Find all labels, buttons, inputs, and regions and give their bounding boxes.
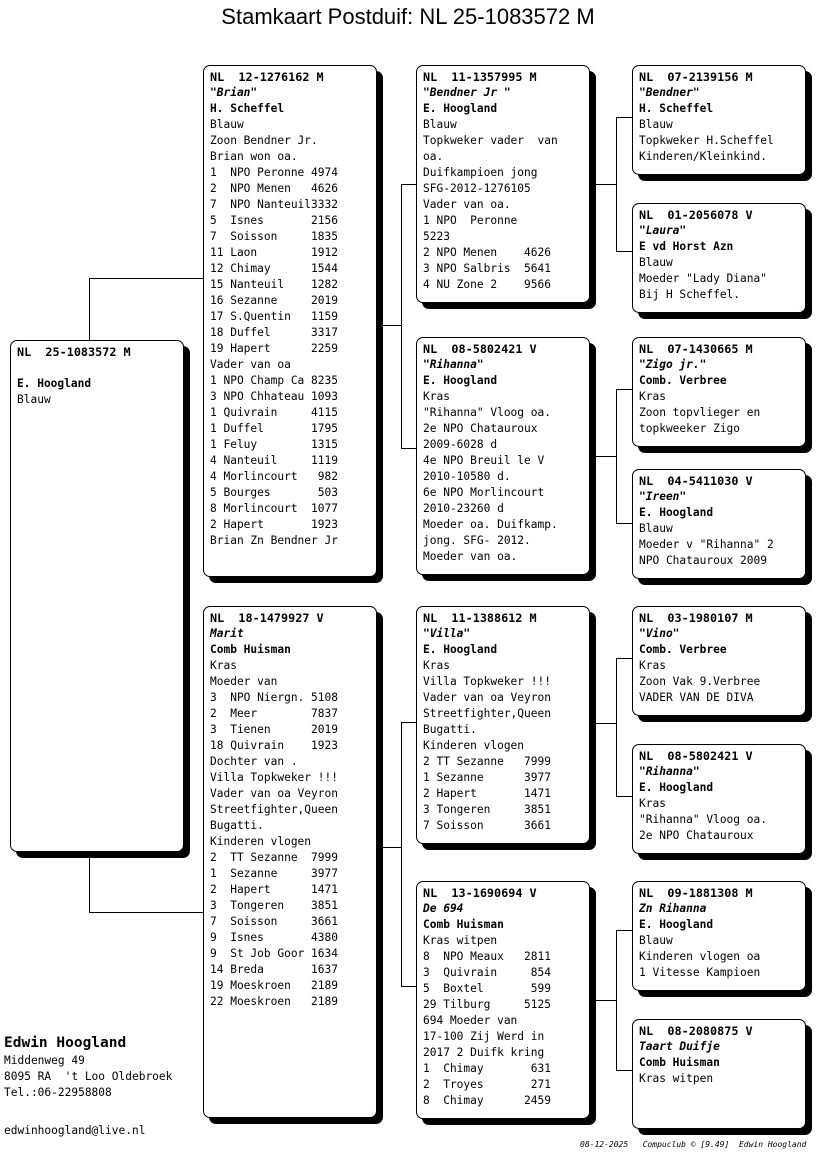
ring-number: NL 03-1980107 M: [639, 611, 753, 625]
pigeon-card-father-mother[interactable]: [416, 337, 590, 575]
info-line: 1 Duffel 1795: [210, 422, 338, 435]
pigeon-card-main[interactable]: [10, 340, 184, 852]
connector-line: [401, 722, 417, 723]
info-line: 3 Quivrain 854: [423, 966, 551, 979]
info-line: 2e NPO Chatauroux: [639, 829, 754, 842]
info-line: 1 Quivrain 4115: [210, 406, 338, 419]
info-line: 16 Sezanne 2019: [210, 294, 338, 307]
ring-number: NL 11-1357995 M: [423, 70, 537, 84]
info-line: Bugatti.: [423, 723, 477, 736]
owner-name: Comb Huisman: [639, 1056, 720, 1069]
breeder-phone: Tel.:06-22958808: [4, 1086, 112, 1099]
info-line: 15 Nanteuil 1282: [210, 278, 338, 291]
info-line: Moeder oa. Duifkamp.: [423, 518, 558, 531]
info-line: 1 Sezanne 3977: [423, 771, 551, 784]
info-line: jong. SFG- 2012.: [423, 534, 531, 547]
info-line: 9 Isnes 4380: [210, 931, 338, 944]
info-line: Villa Topkweker !!!: [423, 675, 551, 688]
info-line: "Rihanna" Vloog oa.: [639, 813, 767, 826]
ring-number: NL 07-1430665 M: [639, 342, 753, 356]
info-line: 694 Moeder van: [423, 1014, 518, 1027]
info-line: Vader van oa.: [423, 198, 511, 211]
pigeon-name: "Brian": [210, 86, 258, 99]
info-line: 8 Morlincourt 1077: [210, 502, 338, 515]
pigeon-name: De 694: [423, 902, 464, 915]
connector-line: [590, 1000, 616, 1001]
info-line: Kras: [639, 797, 666, 810]
connector-line: [616, 796, 633, 797]
connector-line: [401, 986, 417, 987]
info-line: Blauw: [17, 393, 51, 406]
info-line: oa.: [423, 150, 444, 163]
owner-name: E. Hoogland: [639, 918, 714, 931]
connector-line: [616, 117, 633, 118]
info-line: Bij H Scheffel.: [639, 288, 741, 301]
owner-name: Comb. Verbree: [639, 374, 727, 387]
info-line: Vader van oa Veyron: [423, 691, 551, 704]
info-line: 2 NPO Menen 4626: [423, 246, 551, 259]
connector-line: [89, 278, 90, 340]
info-line: 2010-23260 d: [423, 502, 504, 515]
owner-name: H. Scheffel: [210, 102, 285, 115]
info-line: Streetfighter,Queen: [210, 803, 338, 816]
info-line: 3 Tienen 2019: [210, 723, 338, 736]
pigeon-card-mother-father[interactable]: [416, 606, 590, 844]
owner-name: E. Hoogland: [423, 102, 498, 115]
info-line: 22 Moeskroen 2189: [210, 995, 338, 1008]
info-line: 2 Hapert 1471: [423, 787, 551, 800]
info-line: 1 NPO Champ Ca 8235: [210, 374, 338, 387]
info-line: 19 Moeskroen 2189: [210, 979, 338, 992]
info-line: 5 Boxtel 599: [423, 982, 551, 995]
connector-line: [590, 184, 616, 185]
info-line: 2e NPO Chatauroux: [423, 422, 538, 435]
footer-credits: 08-12-2025 Compuclub © [9.49] Edwin Hoogland: [580, 1140, 807, 1149]
ring-number: NL 12-1276162 M: [210, 70, 324, 84]
info-line: Bugatti.: [210, 819, 264, 832]
owner-name: E vd Horst Azn: [639, 240, 734, 253]
info-line: Zoon topvlieger en: [639, 406, 761, 419]
pigeon-name: Zn Rihanna: [639, 902, 707, 915]
breeder-address-street: Middenweg 49: [4, 1054, 85, 1067]
info-line: topkweeker Zigo: [639, 422, 741, 435]
info-line: Kinderen/Kleinkind.: [639, 150, 767, 163]
connector-line: [616, 658, 617, 796]
info-line: 5 Bourges 503: [210, 486, 338, 499]
info-line: Brian won oa.: [210, 150, 298, 163]
pigeon-card-mother[interactable]: [203, 606, 377, 1118]
connector-line: [616, 930, 633, 931]
info-line: 9 St Job Goor 1634: [210, 947, 338, 960]
connector-line: [401, 722, 402, 986]
pigeon-card-father[interactable]: [203, 65, 377, 577]
info-line: 12 Chimay 1544: [210, 262, 338, 275]
info-line: 3 Tongeren 3851: [210, 899, 338, 912]
info-line: 2 TT Sezanne 7999: [423, 755, 551, 768]
ring-number: NL 09-1881308 M: [639, 886, 753, 900]
info-line: 3 NPO Salbris 5641: [423, 262, 551, 275]
info-line: 2 Troyes 271: [423, 1078, 551, 1091]
pigeon-card-mother-mother[interactable]: [416, 881, 590, 1119]
ring-number: NL 04-5411030 V: [639, 474, 753, 488]
info-line: Kras: [423, 659, 450, 672]
pigeon-name: Marit: [210, 627, 244, 640]
pigeon-name: [17, 360, 177, 376]
connector-line: [89, 912, 204, 913]
pigeon-name: "Bendner Jr ": [423, 86, 511, 99]
connector-line: [616, 389, 633, 390]
info-line: Kinderen vlogen: [210, 835, 312, 848]
info-line: Kras witpen: [639, 1072, 714, 1085]
info-line: 2 Meer 7837: [210, 707, 338, 720]
ring-number: NL 08-5802421 V: [423, 342, 537, 356]
info-line: Moeder van oa.: [423, 550, 518, 563]
breeder-email[interactable]: edwinhoogland@live.nl: [4, 1124, 146, 1137]
info-line: 4 Morlincourt 982: [210, 470, 338, 483]
info-line: 2 Hapert 1471: [210, 883, 338, 896]
pigeon-card-fmm[interactable]: [632, 469, 806, 579]
connector-line: [616, 117, 617, 251]
info-line: 29 Tilburg 5125: [423, 998, 551, 1011]
info-line: 1 Chimay 631: [423, 1062, 551, 1075]
info-line: 7 Soisson 3661: [423, 819, 551, 832]
info-line: 7 Soisson 3661: [210, 915, 338, 928]
owner-name: H. Scheffel: [639, 102, 714, 115]
pigeon-card-mff[interactable]: [632, 606, 806, 716]
pigeon-name: Taart Duifje: [639, 1040, 720, 1053]
pigeon-name: "Bendner": [639, 86, 700, 99]
info-line: Blauw: [639, 522, 673, 535]
owner-name: E. Hoogland: [639, 506, 714, 519]
info-line: Topkweker vader van: [423, 134, 558, 147]
breeder-address-city: 8095 RA 't Loo Oldebroek: [4, 1070, 173, 1083]
pigeon-card-fff[interactable]: [632, 65, 806, 175]
info-line: Blauw: [639, 256, 673, 269]
connector-line: [590, 456, 616, 457]
connector-line: [377, 325, 401, 326]
info-line: 1 Feluy 1315: [210, 438, 338, 451]
ring-number: NL 11-1388612 M: [423, 611, 537, 625]
pigeon-name: "Rihanna": [639, 765, 700, 778]
ring-number: NL 13-1690694 V: [423, 886, 537, 900]
info-line: Kras: [210, 659, 237, 672]
info-line: 3 NPO Chhateau 1093: [210, 390, 338, 403]
info-line: SFG-2012-1276105: [423, 182, 531, 195]
ring-number: NL 18-1479927 V: [210, 611, 324, 625]
owner-name: Comb. Verbree: [639, 643, 727, 656]
info-line: 7 Soisson 1835: [210, 230, 338, 243]
info-line: 5 Isnes 2156: [210, 214, 338, 227]
info-line: Moeder van: [210, 675, 278, 688]
pigeon-name: "Laura": [639, 224, 687, 237]
info-line: 14 Breda 1637: [210, 963, 338, 976]
breeder-info: [4, 1033, 172, 1101]
info-line: 4e NPO Breuil le V: [423, 454, 545, 467]
pigeon-card-mmm[interactable]: [632, 1019, 806, 1129]
info-line: 11 Laon 1912: [210, 246, 338, 259]
info-line: 8 NPO Meaux 2811: [423, 950, 551, 963]
ring-number: NL 08-2080875 V: [639, 1024, 753, 1038]
info-line: 7 NPO Nanteuil3332: [210, 198, 338, 211]
pigeon-card-ffm[interactable]: [632, 203, 806, 313]
info-line: 3 NPO Niergn. 5108: [210, 691, 338, 704]
pigeon-card-mfm[interactable]: [632, 744, 806, 854]
pigeon-card-mmf[interactable]: [632, 881, 806, 991]
info-line: 2010-10580 d.: [423, 470, 511, 483]
info-line: Vader van oa Veyron: [210, 787, 338, 800]
info-line: Kras witpen: [423, 934, 498, 947]
pigeon-name: "Rihanna": [423, 358, 484, 371]
connector-line: [616, 930, 617, 1070]
owner-name: E. Hoogland: [17, 377, 92, 390]
pigeon-card-fmf[interactable]: [632, 337, 806, 447]
info-line: Kras: [423, 390, 450, 403]
info-line: Kras: [639, 659, 666, 672]
info-line: Moeder "Lady Diana": [639, 272, 767, 285]
connector-line: [377, 847, 401, 848]
info-line: Kinderen vlogen oa: [639, 950, 761, 963]
info-line: Blauw: [639, 118, 673, 131]
connector-line: [616, 1070, 633, 1071]
connector-line: [590, 723, 616, 724]
info-line: Moeder v "Rihanna" 2: [639, 538, 774, 551]
info-line: 2 Hapert 1923: [210, 518, 338, 531]
info-line: Kinderen vlogen: [423, 739, 525, 752]
connector-line: [401, 184, 402, 448]
connector-line: [401, 184, 417, 185]
info-line: 2017 2 Duifk kring: [423, 1046, 545, 1059]
info-line: Zoon Bendner Jr.: [210, 134, 318, 147]
info-line: Kras: [639, 390, 666, 403]
info-line: Duifkampioen jong: [423, 166, 538, 179]
pigeon-card-father-father[interactable]: [416, 65, 590, 303]
info-line: Streetfighter,Queen: [423, 707, 551, 720]
info-line: Topkweker H.Scheffel: [639, 134, 774, 147]
info-line: NPO Chatauroux 2009: [639, 554, 767, 567]
owner-name: Comb Huisman: [423, 918, 504, 931]
breeder-name: Edwin Hoogland: [4, 1035, 127, 1051]
info-line: 4 NU Zone 2 9566: [423, 278, 551, 291]
owner-name: Comb Huisman: [210, 643, 291, 656]
info-line: Dochter van .: [210, 755, 298, 768]
pigeon-name: "Villa": [423, 627, 471, 640]
owner-name: E. Hoogland: [639, 781, 714, 794]
info-line: 1 Sezanne 3977: [210, 867, 338, 880]
pigeon-name: "Ireen": [639, 490, 687, 503]
info-line: 2 NPO Menen 4626: [210, 182, 338, 195]
pigeon-name: "Zigo jr.": [639, 358, 707, 371]
info-line: 19 Hapert 2259: [210, 342, 338, 355]
info-line: Vader van oa: [210, 358, 291, 371]
info-line: Blauw: [423, 118, 457, 131]
connector-line: [401, 448, 417, 449]
info-line: 17-100 Zij Werd in: [423, 1030, 545, 1043]
info-line: "Rihanna" Vloog oa.: [423, 406, 551, 419]
info-line: 4 Nanteuil 1119: [210, 454, 338, 467]
info-line: Blauw: [210, 118, 244, 131]
info-line: 8 Chimay 2459: [423, 1094, 551, 1107]
info-line: 2009-6028 d: [423, 438, 498, 451]
owner-name: E. Hoogland: [423, 374, 498, 387]
info-line: 5223: [423, 230, 450, 243]
info-line: Blauw: [639, 934, 673, 947]
connector-line: [616, 523, 633, 524]
ring-number: NL 01-2056078 V: [639, 208, 753, 222]
info-line: VADER VAN DE DIVA: [639, 691, 754, 704]
info-line: 6e NPO Morlincourt: [423, 486, 545, 499]
info-line: 18 Quivrain 1923: [210, 739, 338, 752]
connector-line: [616, 389, 617, 523]
pigeon-name: "Vino": [639, 627, 680, 640]
connector-line: [89, 278, 204, 279]
info-line: 1 NPO Peronne 4974: [210, 166, 338, 179]
info-line: 1 NPO Peronne: [423, 214, 518, 227]
info-line: 3 Tongeren 3851: [423, 803, 551, 816]
page-title: Stamkaart Postduif: NL 25-1083572 M: [221, 4, 595, 29]
info-line: 18 Duffel 3317: [210, 326, 338, 339]
info-line: 1 Vitesse Kampioen: [639, 966, 761, 979]
info-line: Brian Zn Bendner Jr: [210, 534, 338, 547]
info-line: 17 S.Quentin 1159: [210, 310, 338, 323]
ring-number: NL 08-5802421 V: [639, 749, 753, 763]
ring-number: NL 07-2139156 M: [639, 70, 753, 84]
info-line: Villa Topkweker !!!: [210, 771, 338, 784]
connector-line: [89, 857, 90, 912]
connector-line: [616, 658, 633, 659]
info-line: 2 TT Sezanne 7999: [210, 851, 338, 864]
ring-number: NL 25-1083572 M: [17, 345, 131, 359]
connector-line: [616, 251, 633, 252]
info-line: Zoon Vak 9.Verbree: [639, 675, 761, 688]
owner-name: E. Hoogland: [423, 643, 498, 656]
